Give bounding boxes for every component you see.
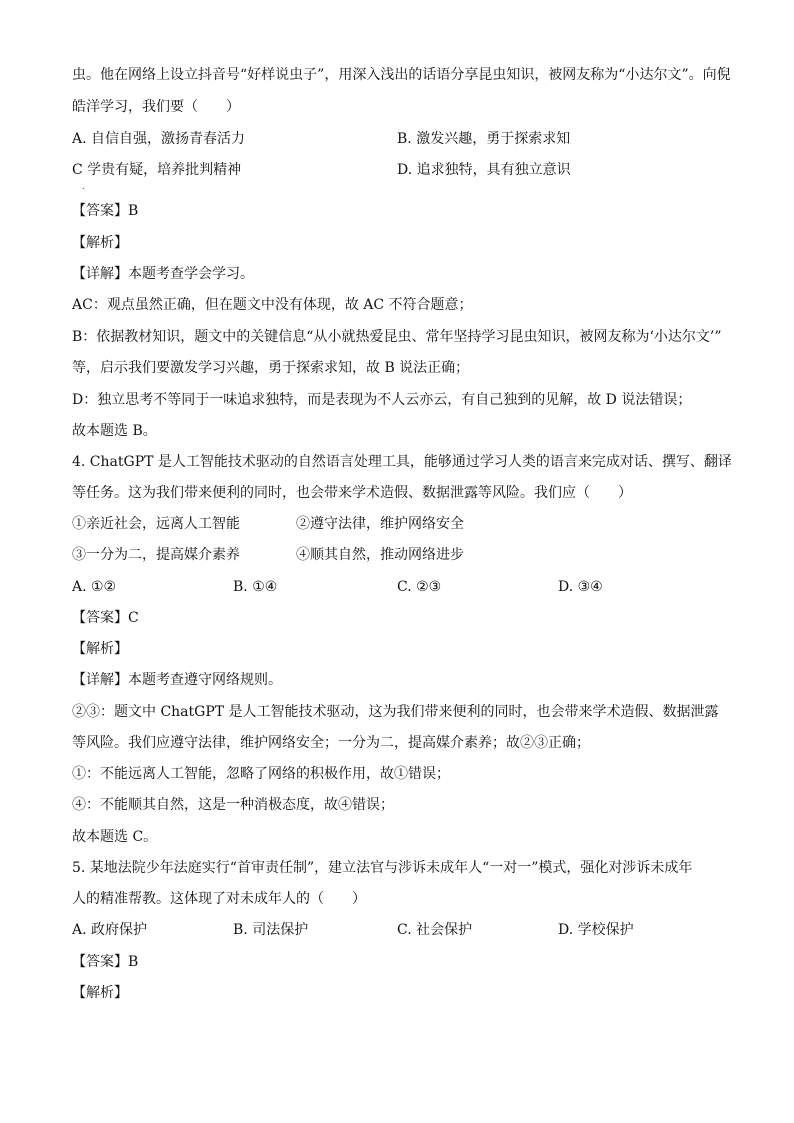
q3-stem-line1: 虫。他在网络上设立抖音号“好样说虫子”，用深入浅出的话语分享昆虫知识，被网友称为“小达尔文”。向倪 (72, 67, 731, 83)
q4-explanation-4: ④：不能顺其自然，这是一种消极态度，故④错误； (72, 797, 394, 813)
q3-explanation-3: 等，启示我们要激发学习兴趣，勇于探索求知，故 B 说法正确； (72, 360, 470, 376)
q5-stem-line1: 5. 某地法院少年法庭实行“首审责任制”，建立法官与涉诉未成年人“一对一”模式，强化对涉诉未成年 (72, 860, 693, 876)
q3-stray-dot: . (82, 182, 85, 191)
q4-option-c: C. ②③ (397, 579, 442, 595)
q4-statement-1: ①亲近社会，远离人工智能 (72, 516, 240, 532)
q4-detail-heading: 【详解】本题考查遵守网络规则。 (72, 672, 282, 688)
q5-option-b: B. 司法保护 (233, 922, 309, 938)
q3-option-b: B. 激发兴趣，勇于探索求知 (397, 131, 571, 147)
q4-analysis-heading: 【解析】 (72, 641, 128, 657)
q3-explanation-1: AC：观点虽然正确，但在题文中没有体现，故 AC 不符合题意； (72, 297, 473, 313)
q3-conclusion: 故本题选 B。 (72, 423, 157, 439)
q5-option-c: C. 社会保护 (397, 922, 473, 938)
q4-option-d: D. ③④ (558, 579, 603, 595)
q3-analysis-heading: 【解析】 (72, 235, 128, 251)
q3-explanation-4: D：独立思考不等同于一味追求独特，而是表现为不人云亦云，有自己独到的见解，故 D 说法错误； (72, 392, 692, 408)
q4-stem-line2: 等任务。这为我们带来便利的同时，也会带来学术造假、数据泄露等风险。我们应（ ） (72, 485, 632, 501)
q3-option-a: A. 自信自强，激扬青春活力 (72, 131, 246, 147)
q4-explanation-3: ①：不能远离人工智能，忽略了网络的积极作用，故①错误； (72, 766, 450, 782)
q5-answer: 【答案】B (72, 954, 139, 970)
q5-option-a: A. 政府保护 (72, 922, 148, 938)
q3-detail-heading: 【详解】本题考查学会学习。 (72, 266, 254, 282)
q4-statement-2: ②遵守法律，维护网络安全 (296, 516, 464, 532)
q3-answer: 【答案】B (72, 203, 139, 219)
q3-stem-line2: 皓洋学习，我们要（ ） (72, 99, 240, 115)
q5-stem-line2: 人的精准帮教。这体现了对未成年人的（ ） (72, 891, 366, 907)
q4-statement-4: ④顺其自然，推动网络进步 (296, 547, 464, 563)
q4-explanation-2: 等风险。我们应遵守法律，维护网络安全；一分为二，提高媒介素养；故②③正确； (72, 735, 590, 751)
q5-analysis-heading: 【解析】 (72, 985, 128, 1001)
q4-conclusion: 故本题选 C。 (72, 829, 158, 845)
q4-option-b: B. ①④ (233, 579, 278, 595)
q3-explanation-2: B：依据教材知识，题文中的关键信息“从小就热爱昆虫、常年坚持学习昆虫知识，被网友称为‘小达尔文’” (72, 329, 722, 345)
q3-option-d: D. 追求独特，具有独立意识 (397, 162, 571, 178)
q5-option-d: D. 学校保护 (558, 922, 634, 938)
q4-statement-3: ③一分为二，提高媒介素养 (72, 547, 240, 563)
q3-option-c: C 学贵有疑，培养批判精神 (72, 162, 242, 178)
q4-stem-line1: 4. ChatGPT 是人工智能技术驱动的自然语言处理工具，能够通过学习人类的语言来完成对话、撰写、翻译 (72, 454, 732, 470)
q4-option-a: A. ①② (72, 579, 117, 595)
q4-answer: 【答案】C (72, 610, 139, 626)
q4-explanation-1: ②③：题文中 ChatGPT 是人工智能技术驱动，这为我们带来便利的同时，也会带来学术造假、数据泄露 (72, 704, 719, 720)
